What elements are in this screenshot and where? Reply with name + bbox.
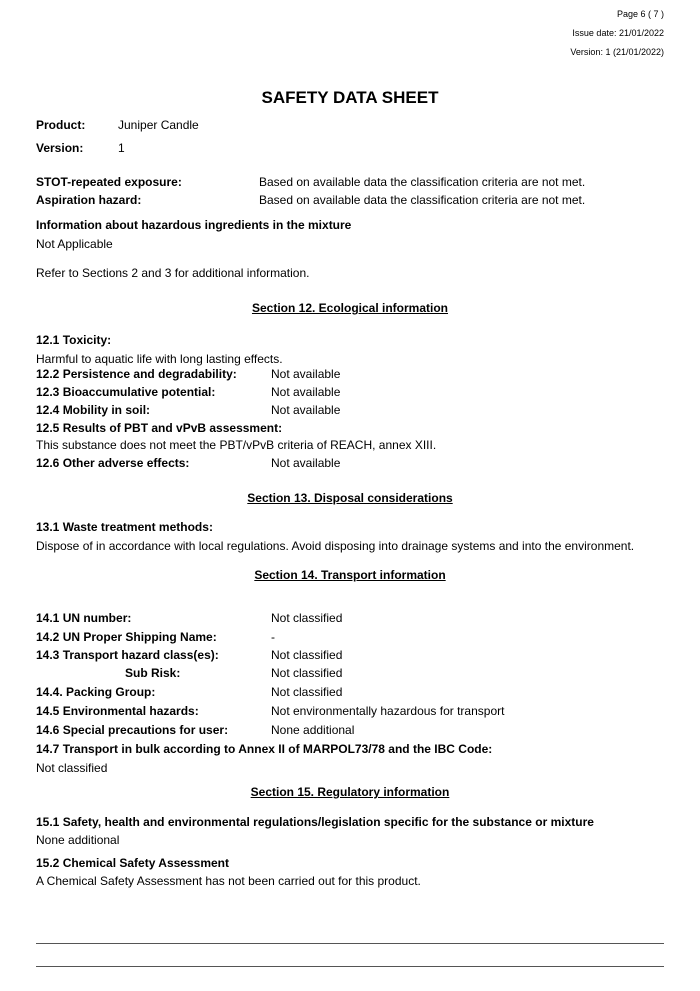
environmental-hazards-label: 14.5 Environmental hazards: xyxy=(36,704,199,718)
un-number-label: 14.1 UN number: xyxy=(36,611,132,625)
bulk-transport-value: Not classified xyxy=(36,761,108,775)
other-effects-value: Not available xyxy=(271,456,341,470)
packing-group-label: 14.4. Packing Group: xyxy=(36,685,156,699)
product-label: Product: xyxy=(36,118,86,132)
section-13-heading: Section 13. Disposal considerations xyxy=(247,491,453,505)
other-effects-label: 12.6 Other adverse effects: xyxy=(36,456,190,470)
regulations-value: None additional xyxy=(36,833,120,847)
mobility-label: 12.4 Mobility in soil: xyxy=(36,403,151,417)
pbt-text: This substance does not meet the PBT/vPvB criteria of REACH, annex XIII. xyxy=(36,438,437,452)
mobility-value: Not available xyxy=(271,403,341,417)
version-info: Version: 1 (21/01/2022) xyxy=(570,47,664,57)
shipping-name-label: 14.2 UN Proper Shipping Name: xyxy=(36,630,217,644)
stot-label: STOT-repeated exposure: xyxy=(36,175,182,189)
bulk-transport-label: 14.7 Transport in bulk according to Annex II of MARPOL73/78 and the IBC Code: xyxy=(36,742,493,756)
special-precautions-label: 14.6 Special precautions for user: xyxy=(36,723,229,737)
regulations-label: 15.1 Safety, health and environmental regulations/legislation specific for the substance or mixture xyxy=(36,815,594,829)
toxicity-text: Harmful to aquatic life with long lasting effects. xyxy=(36,352,283,366)
persistence-label: 12.2 Persistence and degradability: xyxy=(36,367,237,381)
shipping-name-value: - xyxy=(271,630,275,644)
chemical-safety-assessment-value: A Chemical Safety Assessment has not been carried out for this product. xyxy=(36,874,421,888)
issue-date: Issue date: 21/01/2022 xyxy=(572,28,664,38)
section-14-heading: Section 14. Transport information xyxy=(254,568,446,582)
packing-group-value: Not classified xyxy=(271,685,343,699)
version-value: 1 xyxy=(118,141,125,155)
version-label: Version: xyxy=(36,141,84,155)
bioaccumulative-label: 12.3 Bioaccumulative potential: xyxy=(36,385,216,399)
pbt-label: 12.5 Results of PBT and vPvB assessment: xyxy=(36,421,283,435)
document-title: SAFETY DATA SHEET xyxy=(261,88,439,107)
hazard-class-label: 14.3 Transport hazard class(es): xyxy=(36,648,219,662)
waste-methods-label: 13.1 Waste treatment methods: xyxy=(36,520,213,534)
chemical-safety-assessment-label: 15.2 Chemical Safety Assessment xyxy=(36,856,229,870)
hazardous-ingredients-heading: Information about hazardous ingredients in the mixture xyxy=(36,218,352,232)
footer-divider-bottom xyxy=(36,966,664,967)
special-precautions-value: None additional xyxy=(271,723,355,737)
environmental-hazards-value: Not environmentally hazardous for transport xyxy=(271,704,505,718)
page-number: Page 6 ( 7 ) xyxy=(616,9,664,19)
waste-methods-text: Dispose of in accordance with local regulations. Avoid disposing into drainage systems and into the environment. xyxy=(36,539,635,553)
hazardous-ingredients-value: Not Applicable xyxy=(36,237,113,251)
sub-risk-value: Not classified xyxy=(271,666,343,680)
aspiration-value: Based on available data the classification criteria are not met. xyxy=(259,193,586,207)
hazard-class-value: Not classified xyxy=(271,648,343,662)
un-number-value: Not classified xyxy=(271,611,343,625)
bioaccumulative-value: Not available xyxy=(271,385,341,399)
toxicity-label: 12.1 Toxicity: xyxy=(36,333,112,347)
stot-value: Based on available data the classification criteria are not met. xyxy=(259,175,586,189)
sub-risk-label: Sub Risk: xyxy=(125,666,181,680)
refer-note: Refer to Sections 2 and 3 for additional information. xyxy=(36,266,310,280)
aspiration-label: Aspiration hazard: xyxy=(36,193,142,207)
section-15-heading: Section 15. Regulatory information xyxy=(250,785,450,799)
persistence-value: Not available xyxy=(271,367,341,381)
product-value: Juniper Candle xyxy=(118,118,199,132)
footer-divider-top xyxy=(36,943,664,944)
section-12-heading: Section 12. Ecological information xyxy=(251,301,449,315)
